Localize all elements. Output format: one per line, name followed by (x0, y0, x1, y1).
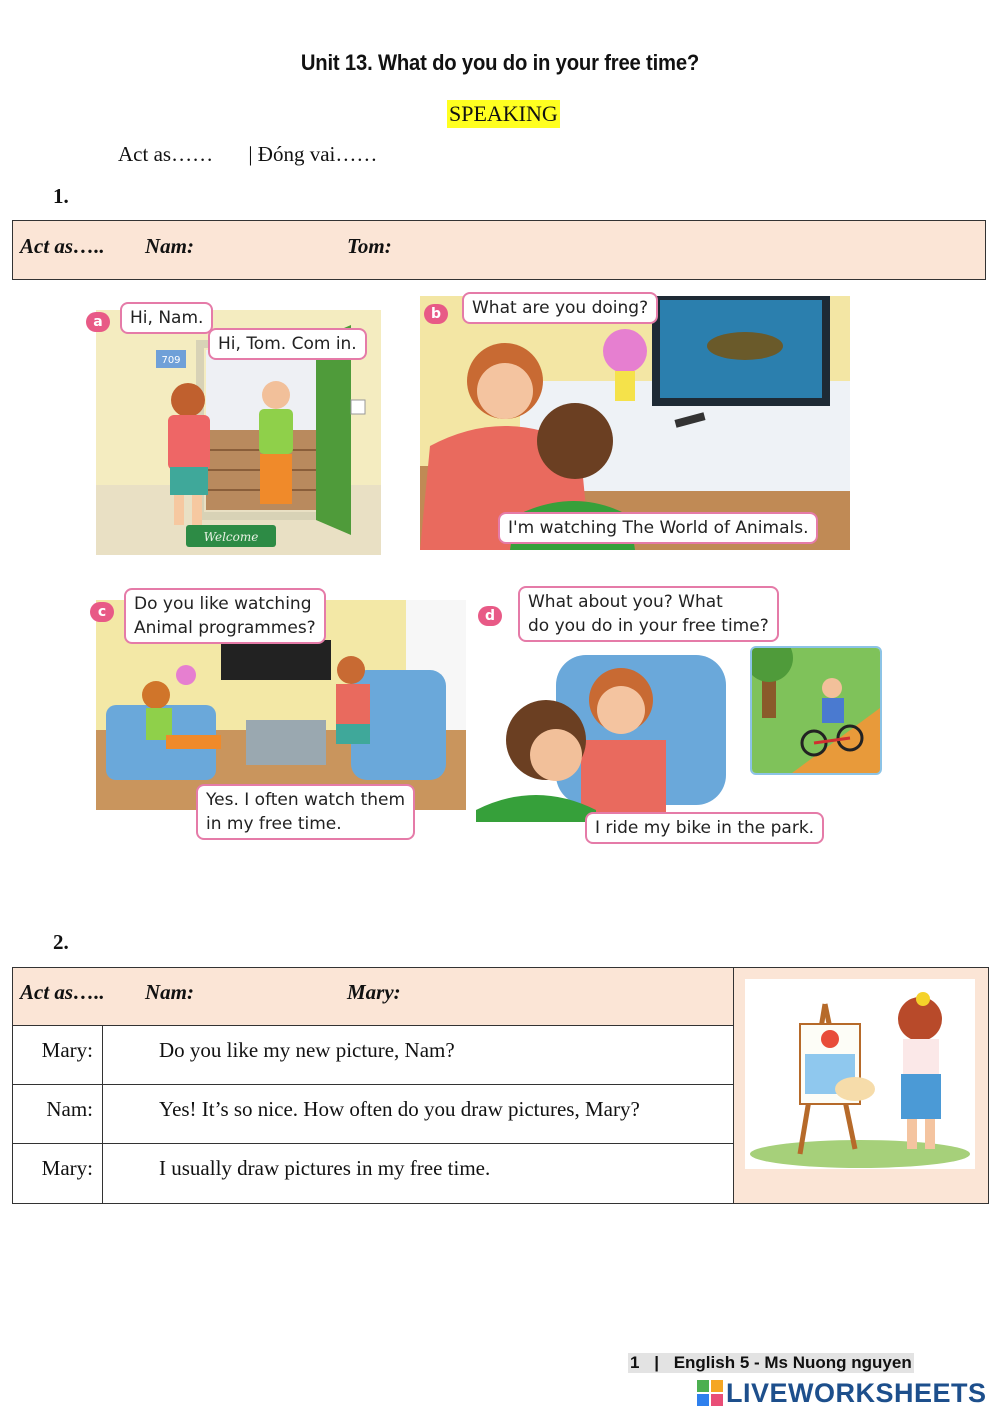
panel-b-tag: b (424, 304, 448, 324)
comic-strip (80, 290, 880, 860)
panel-c-tag: c (90, 602, 114, 622)
page-number: 1 (630, 1353, 640, 1372)
footer-text: English 5 - Ms Nuong nguyen (673, 1353, 912, 1372)
door-number-text: 709 (161, 355, 181, 366)
painting-picture-cell (733, 968, 988, 1203)
act-as-instruction (118, 142, 377, 167)
speaking-heading: SPEAKING (449, 101, 558, 126)
table-row (13, 1085, 733, 1144)
section-1-role-box (12, 220, 986, 280)
bike-park-inset (750, 646, 882, 775)
welcome-mat-text: Welcome (203, 530, 259, 544)
act-as-vietnamese: | Đóng vai…… (248, 142, 378, 166)
bubble-animal-programmes: Do you like watching Animal programmes? (124, 588, 326, 644)
section-2-dialogue-table (12, 967, 989, 1204)
speaker-cell: Mary: (13, 1026, 103, 1085)
bubble-what-are-you-doing: What are you doing? (462, 292, 658, 324)
page-title: Unit 13. What do you do in your free time? (300, 50, 700, 75)
bike-rider-illustration (752, 648, 880, 773)
liveworksheets-watermark: LIVEWORKSHEETS (726, 1378, 987, 1408)
table-row (13, 1144, 733, 1203)
bubble-hi-nam: Hi, Nam. (120, 302, 213, 334)
table-header-row (13, 968, 733, 1026)
act-as-english: Act as…… (118, 142, 214, 166)
section-1-number: 1. (53, 184, 69, 208)
dialogue-line: Yes! It’s so nice. How often do you draw pictures, Mary? (159, 1097, 640, 1121)
dialogue-line: Do you like my new picture, Nam? (159, 1038, 455, 1062)
act-as-label-2: Act as….. (20, 980, 105, 1004)
page-footer (628, 1353, 914, 1373)
role-nam-label-2: Nam: (145, 980, 194, 1004)
speaker-cell: Nam: (13, 1085, 103, 1144)
dialogue-line: I usually draw pictures in my free time. (159, 1156, 491, 1180)
panel-d-tag: d (478, 606, 502, 626)
section-2-number: 2. (53, 930, 69, 954)
act-as-label: Act as….. (20, 234, 105, 258)
girl-painting-illustration (745, 979, 975, 1169)
liveworksheets-logo-icon (697, 1380, 723, 1406)
bubble-watching-animals: I'm watching The World of Animals. (498, 512, 818, 544)
bubble-often-watch: Yes. I often watch them in my free time. (196, 784, 415, 840)
role-tom-label: Tom: (347, 234, 392, 258)
speaker-cell: Mary: (13, 1144, 103, 1203)
table-row (13, 1026, 733, 1085)
role-mary-label: Mary: (347, 980, 401, 1004)
bubble-ride-bike: I ride my bike in the park. (585, 812, 824, 844)
bubble-hi-tom: Hi, Tom. Com in. (208, 328, 367, 360)
role-nam-label: Nam: (145, 234, 194, 258)
panel-a-tag: a (86, 312, 110, 332)
bubble-what-about-you: What about you? What do you do in your free time? (518, 586, 779, 642)
footer-separator: | (654, 1353, 659, 1372)
